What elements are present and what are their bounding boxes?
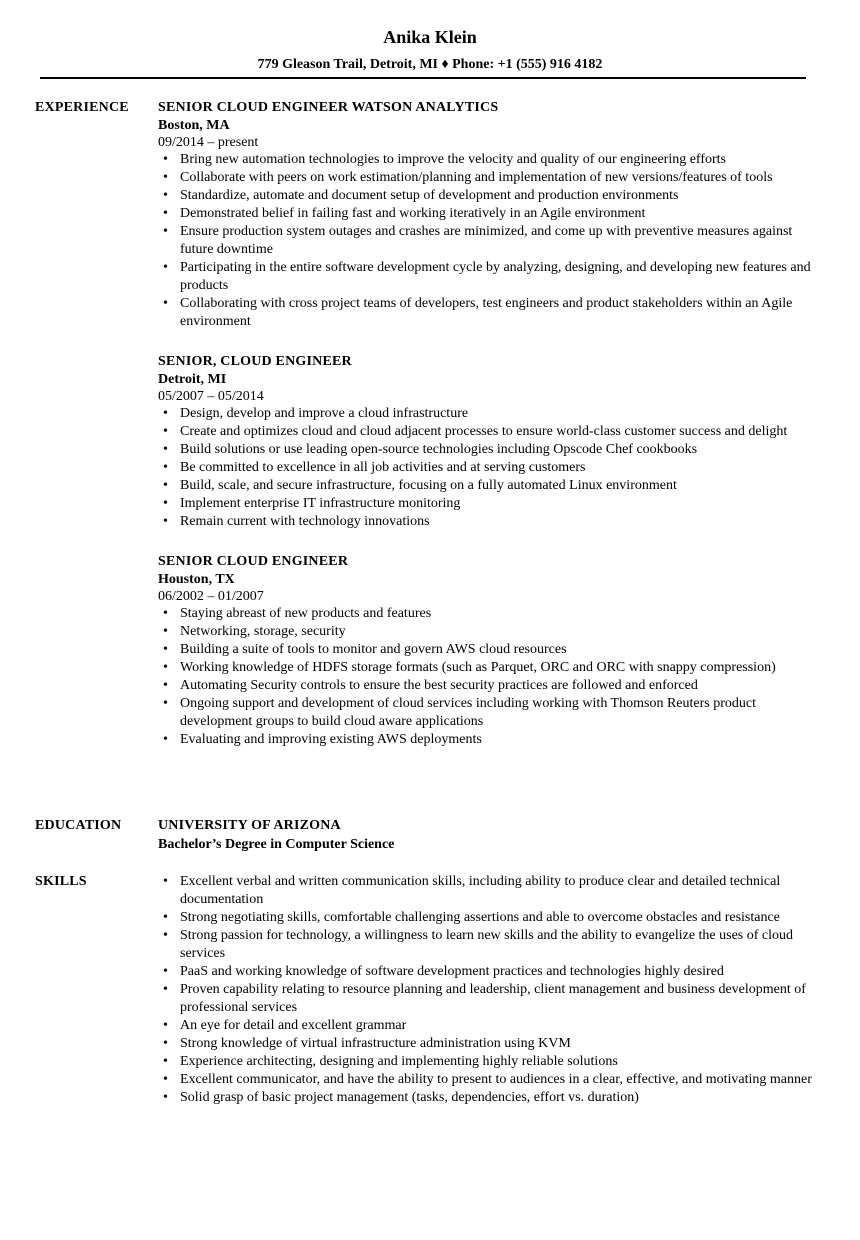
resume-header [0,0,860,74]
skill-item: • Excellent verbal and written communication skills, including ability to produce clear and detailed technical documentation [180,873,818,909]
section-label-skills: SKILLS [35,874,87,889]
bullet-item: • Create and optimizes cloud and cloud adjacent processes to ensure world-class customer success and delight [180,423,818,441]
job-dates: 05/2007 – 05/2014 [158,389,264,404]
header-divider [40,77,806,79]
education-degree: Bachelor’s Degree in Computer Science [158,837,395,852]
bullet-item: • Build, scale, and secure infrastructure, focusing on a fully automated Linux environment [180,477,818,495]
skill-item: • Experience architecting, designing and implementing highly reliable solutions [180,1053,818,1071]
bullet-item: • Participating in the entire software development cycle by analyzing, designing, and developing new features and products [180,259,818,295]
education-body [158,817,818,855]
contact-line: 779 Gleason Trail, Detroit, MI ♦ Phone: +1 (555) 916 4182 [257,57,603,72]
section-label-experience: EXPERIENCE [35,100,129,115]
bullet-item: • Be committed to excellence in all job activities and at serving customers [180,459,818,477]
job-title: SENIOR, CLOUD ENGINEER [158,354,352,369]
bullet-item: • Working knowledge of HDFS storage formats (such as Parquet, ORC and ORC with snappy compression) [180,659,818,677]
job-dates: 09/2014 – present [158,135,259,150]
candidate-name: Anika Klein [383,27,477,47]
skill-item: • Proven capability relating to resource planning and leadership, client management and business development of professional services [180,981,818,1017]
job-bullets [158,605,818,749]
bullet-item: • Build solutions or use leading open-source technologies including Opscode Chef cookbooks [180,441,818,459]
job-title: SENIOR CLOUD ENGINEER WATSON ANALYTICS [158,100,499,115]
skills-body [158,873,818,1107]
bullet-item: • Building a suite of tools to monitor and govern AWS cloud resources [180,641,818,659]
job-entry [158,553,818,749]
bullet-item: • Implement enterprise IT infrastructure monitoring [180,495,818,513]
bullet-item: • Collaborating with cross project teams of developers, test engineers and product stakeholders within an Agile environment [180,295,818,331]
job-location: Boston, MA [158,118,230,133]
bullet-item: • Networking, storage, security [180,623,818,641]
job-dates: 06/2002 – 01/2007 [158,589,264,604]
bullet-item: • Standardize, automate and document setup of development and production environments [180,187,818,205]
bullet-item: • Ensure production system outages and crashes are minimized, and come up with preventive measures against future downtime [180,223,818,259]
bullet-item: • Evaluating and improving existing AWS deployments [180,731,818,749]
bullet-item: • Remain current with technology innovations [180,513,818,531]
experience-body [158,99,818,771]
bullet-item: • Design, develop and improve a cloud infrastructure [180,405,818,423]
bullet-item: • Ongoing support and development of cloud services including working with Thomson Reuters product development groups to build cloud aware applications [180,695,818,731]
bullet-item: • Collaborate with peers on work estimation/planning and implementation of new versions/features of tools [180,169,818,187]
skill-item: • Solid grasp of basic project management (tasks, dependencies, effort vs. duration) [180,1089,818,1107]
bullet-item: • Automating Security controls to ensure the best security practices are followed and enforced [180,677,818,695]
skill-item: • Strong passion for technology, a willingness to learn new skills and the ability to evangelize the uses of cloud services [180,927,818,963]
bullet-item: • Staying abreast of new products and features [180,605,818,623]
skill-item: • Strong negotiating skills, comfortable challenging assertions and able to overcome obstacles and resistance [180,909,818,927]
job-entry [158,99,818,331]
bullet-item: • Bring new automation technologies to improve the velocity and quality of our engineering efforts [180,151,818,169]
job-location: Detroit, MI [158,372,227,387]
job-bullets [158,151,818,331]
job-location: Houston, TX [158,572,235,587]
bullet-item: • Demonstrated belief in failing fast and working iteratively in an Agile environment [180,205,818,223]
education-school: UNIVERSITY OF ARIZONA [158,818,341,833]
job-entry [158,353,818,531]
skill-item: • PaaS and working knowledge of software development practices and technologies highly desired [180,963,818,981]
skills-list [158,873,818,1107]
skill-item: • Excellent communicator, and have the ability to present to audiences in a clear, effective, and motivating manner [180,1071,818,1089]
job-bullets [158,405,818,531]
job-title: SENIOR CLOUD ENGINEER [158,554,349,569]
skill-item: • Strong knowledge of virtual infrastructure administration using KVM [180,1035,818,1053]
section-label-education: EDUCATION [35,818,122,833]
skill-item: • An eye for detail and excellent grammar [180,1017,818,1035]
